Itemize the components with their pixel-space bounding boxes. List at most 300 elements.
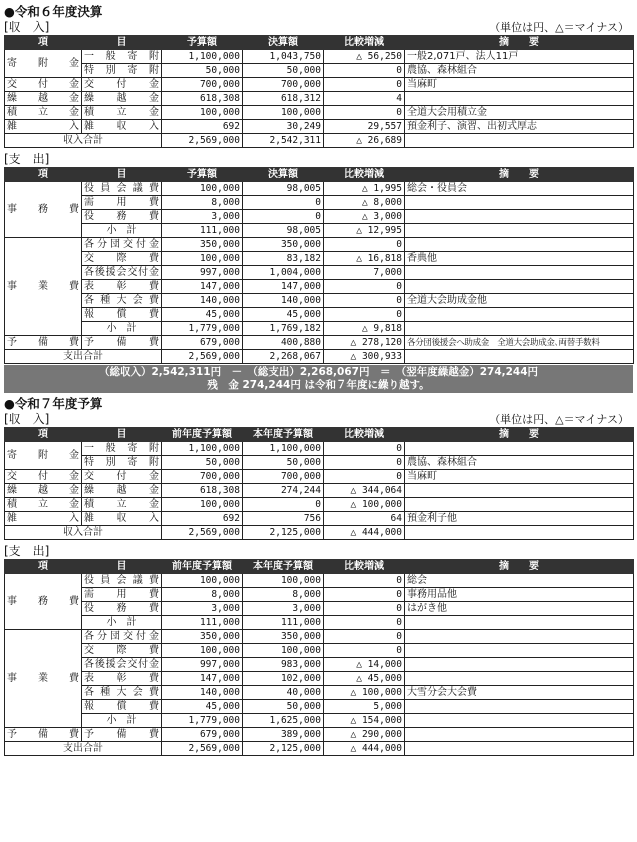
amount-cell: 50,000: [243, 456, 324, 470]
table-total: [5, 742, 634, 756]
table-row: [5, 322, 634, 336]
amount-cell: 983,000: [243, 658, 324, 672]
diff-cell: △ 45,000: [324, 672, 405, 686]
diff-cell: △ 9,818: [324, 322, 405, 336]
amount-cell: 3,000: [162, 602, 243, 616]
amount-cell: 100,000: [162, 252, 243, 266]
item-cell: 特 別 寄 附: [82, 456, 162, 470]
amount-cell: 1,004,000: [243, 266, 324, 280]
note-cell: [405, 526, 634, 540]
header-cell: 摘 要: [405, 36, 634, 50]
expense-header-r6: [4, 152, 633, 167]
amount-cell: 45,000: [162, 700, 243, 714]
note-cell: [405, 210, 634, 224]
item-cell: 繰 越 金: [82, 92, 162, 106]
total-row: [5, 134, 634, 148]
total-row: [5, 350, 634, 364]
amount-cell: 98,005: [243, 182, 324, 196]
amount-cell: 1,769,182: [243, 322, 324, 336]
category-cell: 交 付 金: [5, 470, 82, 484]
carryover-banner: [4, 365, 633, 393]
item-cell: 交 際 費: [82, 252, 162, 266]
diff-cell: 0: [324, 308, 405, 322]
note-cell: [405, 498, 634, 512]
header-cell: 予算額: [162, 168, 243, 182]
amount-cell: 98,005: [243, 224, 324, 238]
amount-cell: 100,000: [162, 498, 243, 512]
note-cell: [405, 672, 634, 686]
income-label: [収 入]: [4, 412, 50, 426]
category-cell: 寄 附 金: [5, 442, 82, 470]
item-cell: 役 務 費: [82, 210, 162, 224]
note-cell: [405, 714, 634, 728]
amount-cell: 45,000: [243, 308, 324, 322]
header-cell: 比較増減: [324, 560, 405, 574]
table-row: [5, 442, 634, 456]
amount-cell: 100,000: [162, 644, 243, 658]
amount-cell: 100,000: [162, 106, 243, 120]
note-cell: [405, 224, 634, 238]
item-cell: 予 備 費: [82, 336, 162, 350]
income-table-r7: [4, 427, 634, 540]
diff-cell: △ 56,250: [324, 50, 405, 64]
amount-cell: 140,000: [162, 686, 243, 700]
note-cell: [405, 266, 634, 280]
note-cell: 各分団後援会へ助成金 全道大会助成金､両替手数料: [405, 336, 634, 350]
table-row: [5, 308, 634, 322]
note-cell: [405, 630, 634, 644]
item-cell: 需 用 費: [82, 196, 162, 210]
amount-cell: 83,182: [243, 252, 324, 266]
note-cell: [405, 616, 634, 630]
note-cell: 総会: [405, 574, 634, 588]
amount-cell: 618,308: [162, 484, 243, 498]
note-cell: 農協、森林組合: [405, 64, 634, 78]
header-cell: 比較増減: [324, 428, 405, 442]
table-row: [5, 294, 634, 308]
amount-cell: 50,000: [243, 64, 324, 78]
table-row: [5, 224, 634, 238]
table-row: [5, 456, 634, 470]
category-cell: 雑 入: [5, 512, 82, 526]
table-row: [5, 616, 634, 630]
header-cell: 目: [82, 428, 162, 442]
diff-cell: △ 3,000: [324, 210, 405, 224]
amount-cell: 40,000: [243, 686, 324, 700]
item-cell: 交 付 金: [82, 470, 162, 484]
table-row: [5, 484, 634, 498]
amount-cell: 756: [243, 512, 324, 526]
expense-table-r7: [4, 559, 634, 756]
header-cell: 目: [82, 168, 162, 182]
note-cell: [405, 728, 634, 742]
diff-cell: △ 344,064: [324, 484, 405, 498]
item-cell: 役 務 費: [82, 602, 162, 616]
amount-cell: 618,312: [243, 92, 324, 106]
diff-cell: 0: [324, 238, 405, 252]
note-cell: 香典他: [405, 252, 634, 266]
amount-cell: 692: [162, 512, 243, 526]
amount-cell: 140,000: [243, 294, 324, 308]
amount-cell: 0: [243, 196, 324, 210]
item-cell: 雑 収 入: [82, 120, 162, 134]
banner-line-1: （総収入）2,542,311円 － （総支出）2,268,067円 ＝ （翌年度繰越金）274,244円: [98, 366, 539, 378]
table-row: [5, 92, 634, 106]
amount-cell: 8,000: [162, 196, 243, 210]
table-total: [5, 526, 634, 540]
note-cell: 全道大会助成金他: [405, 294, 634, 308]
table-row: [5, 700, 634, 714]
table-row: [5, 336, 634, 350]
expense-header-r7: [4, 544, 633, 559]
amount-cell: 679,000: [162, 336, 243, 350]
item-cell: 表 彰 費: [82, 672, 162, 686]
item-cell: 需 用 費: [82, 588, 162, 602]
item-cell: 積 立 金: [82, 498, 162, 512]
table-row: [5, 658, 634, 672]
item-cell: 役員会議費: [82, 574, 162, 588]
item-cell: 表 彰 費: [82, 280, 162, 294]
diff-cell: △ 290,000: [324, 728, 405, 742]
amount-cell: 350,000: [243, 630, 324, 644]
category-cell: 積 立 金: [5, 498, 82, 512]
amount-cell: 100,000: [162, 182, 243, 196]
amount-cell: 2,268,067: [243, 350, 324, 364]
category-cell: 雑 入: [5, 120, 82, 134]
item-cell: 小 計: [82, 616, 162, 630]
note-cell: [405, 238, 634, 252]
diff-cell: 0: [324, 442, 405, 456]
category-cell: 積 立 金: [5, 106, 82, 120]
table-body: [5, 50, 634, 134]
item-cell: 予 備 費: [82, 728, 162, 742]
diff-cell: △ 100,000: [324, 686, 405, 700]
amount-cell: 140,000: [162, 294, 243, 308]
table-row: [5, 280, 634, 294]
table-body: [5, 182, 634, 350]
note-cell: [405, 742, 634, 756]
item-cell: 小 計: [82, 322, 162, 336]
category-cell: 寄 附 金: [5, 50, 82, 78]
diff-cell: 0: [324, 602, 405, 616]
amount-cell: 618,308: [162, 92, 243, 106]
note-cell: [405, 658, 634, 672]
diff-cell: △ 154,000: [324, 714, 405, 728]
header-cell: 決算額: [243, 36, 324, 50]
table-total: [5, 350, 634, 364]
total-label: 支出合計: [5, 350, 162, 364]
table-row: [5, 672, 634, 686]
expense-label: [支 出]: [4, 152, 50, 166]
diff-cell: 0: [324, 588, 405, 602]
amount-cell: 700,000: [243, 470, 324, 484]
table-row: [5, 64, 634, 78]
amount-cell: 2,542,311: [243, 134, 324, 148]
note-cell: 預金利子他: [405, 512, 634, 526]
amount-cell: 111,000: [243, 616, 324, 630]
diff-cell: 0: [324, 630, 405, 644]
unit-note: （単位は円、△＝マイナス）: [489, 21, 629, 34]
item-cell: 雑 収 入: [82, 512, 162, 526]
header-cell: 項: [5, 428, 82, 442]
amount-cell: 0: [243, 498, 324, 512]
diff-cell: 29,557: [324, 120, 405, 134]
amount-cell: 1,779,000: [162, 322, 243, 336]
note-cell: [405, 280, 634, 294]
amount-cell: 0: [243, 210, 324, 224]
category-cell: 事 務 費: [5, 574, 82, 630]
amount-cell: 350,000: [243, 238, 324, 252]
amount-cell: 2,569,000: [162, 526, 243, 540]
total-label: 収入合計: [5, 526, 162, 540]
table-row: [5, 512, 634, 526]
diff-cell: △ 444,000: [324, 526, 405, 540]
amount-cell: 50,000: [243, 700, 324, 714]
table-row: [5, 106, 634, 120]
section-title-r7: ●令和７年度予算: [4, 396, 103, 411]
item-cell: 積 立 金: [82, 106, 162, 120]
table-row: [5, 238, 634, 252]
table-header-row: [5, 428, 634, 442]
header-cell: 目: [82, 36, 162, 50]
note-cell: 一般2,071戸、法人11戸: [405, 50, 634, 64]
note-cell: 全道大会用積立金: [405, 106, 634, 120]
amount-cell: 692: [162, 120, 243, 134]
header-cell: 予算額: [162, 36, 243, 50]
amount-cell: 3,000: [162, 210, 243, 224]
table-row: [5, 78, 634, 92]
diff-cell: 7,000: [324, 266, 405, 280]
total-label: 収入合計: [5, 134, 162, 148]
header-cell: 前年度予算額: [162, 560, 243, 574]
amount-cell: 3,000: [243, 602, 324, 616]
amount-cell: 700,000: [162, 470, 243, 484]
header-cell: 比較増減: [324, 168, 405, 182]
amount-cell: 100,000: [243, 644, 324, 658]
table-row: [5, 602, 634, 616]
item-cell: 繰 越 金: [82, 484, 162, 498]
header-cell: 摘 要: [405, 560, 634, 574]
amount-cell: 1,625,000: [243, 714, 324, 728]
note-cell: [405, 442, 634, 456]
table-header-row: [5, 36, 634, 50]
amount-cell: 8,000: [162, 588, 243, 602]
table-row: [5, 574, 634, 588]
diff-cell: 4: [324, 92, 405, 106]
table-row: [5, 266, 634, 280]
amount-cell: 147,000: [243, 280, 324, 294]
note-cell: はがき他: [405, 602, 634, 616]
category-cell: 繰 越 金: [5, 92, 82, 106]
amount-cell: 2,125,000: [243, 526, 324, 540]
amount-cell: 274,244: [243, 484, 324, 498]
note-cell: [405, 350, 634, 364]
header-cell: 本年度予算額: [243, 428, 324, 442]
diff-cell: △ 444,000: [324, 742, 405, 756]
note-cell: [405, 484, 634, 498]
amount-cell: 997,000: [162, 658, 243, 672]
table-row: [5, 210, 634, 224]
amount-cell: 50,000: [162, 456, 243, 470]
category-cell: 事 務 費: [5, 182, 82, 238]
diff-cell: 0: [324, 64, 405, 78]
diff-cell: 0: [324, 644, 405, 658]
note-cell: [405, 322, 634, 336]
amount-cell: 8,000: [243, 588, 324, 602]
table-row: [5, 630, 634, 644]
amount-cell: 50,000: [162, 64, 243, 78]
category-cell: 予 備 費: [5, 336, 82, 350]
diff-cell: 64: [324, 512, 405, 526]
amount-cell: 997,000: [162, 266, 243, 280]
header-cell: 決算額: [243, 168, 324, 182]
amount-cell: 700,000: [243, 78, 324, 92]
category-cell: 事 業 費: [5, 238, 82, 336]
diff-cell: 0: [324, 106, 405, 120]
expense-table-r6: [4, 167, 634, 364]
item-cell: 各種大会費: [82, 294, 162, 308]
table-row: [5, 686, 634, 700]
amount-cell: 2,569,000: [162, 134, 243, 148]
table-row: [5, 644, 634, 658]
total-row: [5, 742, 634, 756]
amount-cell: 100,000: [243, 106, 324, 120]
banner-line-2: 残 金 274,244円 は令和７年度に繰り越す。: [207, 379, 430, 391]
amount-cell: 100,000: [162, 574, 243, 588]
header-cell: 比較増減: [324, 36, 405, 50]
category-cell: 交 付 金: [5, 78, 82, 92]
amount-cell: 30,249: [243, 120, 324, 134]
amount-cell: 2,569,000: [162, 742, 243, 756]
item-cell: 報 償 費: [82, 700, 162, 714]
item-cell: 各後援会交付金: [82, 658, 162, 672]
amount-cell: 111,000: [162, 616, 243, 630]
category-cell: 予 備 費: [5, 728, 82, 742]
note-cell: [405, 92, 634, 106]
amount-cell: 100,000: [243, 574, 324, 588]
diff-cell: 0: [324, 78, 405, 92]
item-cell: 各分団交付金: [82, 238, 162, 252]
diff-cell: △ 12,995: [324, 224, 405, 238]
diff-cell: 5,000: [324, 700, 405, 714]
item-cell: 各後援会交付金: [82, 266, 162, 280]
item-cell: 報 償 費: [82, 308, 162, 322]
note-cell: 農協、森林組合: [405, 456, 634, 470]
amount-cell: 2,569,000: [162, 350, 243, 364]
table-header-row: [5, 168, 634, 182]
note-cell: [405, 308, 634, 322]
amount-cell: 111,000: [162, 224, 243, 238]
diff-cell: 0: [324, 294, 405, 308]
table-row: [5, 498, 634, 512]
amount-cell: 147,000: [162, 672, 243, 686]
category-cell: 事 業 費: [5, 630, 82, 728]
amount-cell: 679,000: [162, 728, 243, 742]
diff-cell: △ 16,818: [324, 252, 405, 266]
expense-label: [支 出]: [4, 544, 50, 558]
amount-cell: 102,000: [243, 672, 324, 686]
diff-cell: △ 14,000: [324, 658, 405, 672]
diff-cell: 0: [324, 616, 405, 630]
amount-cell: 2,125,000: [243, 742, 324, 756]
item-cell: 一 般 寄 附: [82, 442, 162, 456]
item-cell: 小 計: [82, 714, 162, 728]
diff-cell: △ 1,995: [324, 182, 405, 196]
header-cell: 摘 要: [405, 168, 634, 182]
header-cell: 項: [5, 36, 82, 50]
total-label: 支出合計: [5, 742, 162, 756]
header-cell: 項: [5, 560, 82, 574]
amount-cell: 700,000: [162, 78, 243, 92]
total-row: [5, 526, 634, 540]
amount-cell: 1,043,750: [243, 50, 324, 64]
header-cell: 前年度予算額: [162, 428, 243, 442]
header-cell: 目: [82, 560, 162, 574]
item-cell: 交 付 金: [82, 78, 162, 92]
amount-cell: 1,100,000: [162, 50, 243, 64]
table-row: [5, 588, 634, 602]
table-row: [5, 714, 634, 728]
amount-cell: 1,779,000: [162, 714, 243, 728]
amount-cell: 389,000: [243, 728, 324, 742]
table-body: [5, 442, 634, 526]
amount-cell: 1,100,000: [243, 442, 324, 456]
note-cell: 事務用品他: [405, 588, 634, 602]
item-cell: 各分団交付金: [82, 630, 162, 644]
income-header-r7: [4, 412, 633, 427]
item-cell: 一 般 寄 附: [82, 50, 162, 64]
item-cell: 交 際 費: [82, 644, 162, 658]
item-cell: 各種大会費: [82, 686, 162, 700]
note-cell: 当麻町: [405, 78, 634, 92]
table-row: [5, 120, 634, 134]
amount-cell: 1,100,000: [162, 442, 243, 456]
note-cell: [405, 134, 634, 148]
header-cell: 項: [5, 168, 82, 182]
table-body: [5, 574, 634, 742]
item-cell: 役員会議費: [82, 182, 162, 196]
diff-cell: 0: [324, 456, 405, 470]
diff-cell: 0: [324, 574, 405, 588]
note-cell: [405, 196, 634, 210]
diff-cell: △ 278,120: [324, 336, 405, 350]
diff-cell: △ 100,000: [324, 498, 405, 512]
table-row: [5, 252, 634, 266]
amount-cell: 147,000: [162, 280, 243, 294]
table-row: [5, 728, 634, 742]
header-cell: 摘 要: [405, 428, 634, 442]
income-table-r6: [4, 35, 634, 148]
amount-cell: 350,000: [162, 630, 243, 644]
diff-cell: △ 300,933: [324, 350, 405, 364]
note-cell: 預金利子、演習、出初式厚志: [405, 120, 634, 134]
unit-note: （単位は円、△＝マイナス）: [489, 413, 629, 426]
note-cell: [405, 644, 634, 658]
item-cell: 小 計: [82, 224, 162, 238]
diff-cell: △ 26,689: [324, 134, 405, 148]
diff-cell: 0: [324, 280, 405, 294]
header-cell: 本年度予算額: [243, 560, 324, 574]
table-header-row: [5, 560, 634, 574]
amount-cell: 350,000: [162, 238, 243, 252]
note-cell: [405, 700, 634, 714]
note-cell: 大雪分会大会費: [405, 686, 634, 700]
income-label: [収 入]: [4, 20, 50, 34]
table-row: [5, 50, 634, 64]
table-row: [5, 182, 634, 196]
income-header-r6: [4, 20, 633, 35]
category-cell: 繰 越 金: [5, 484, 82, 498]
